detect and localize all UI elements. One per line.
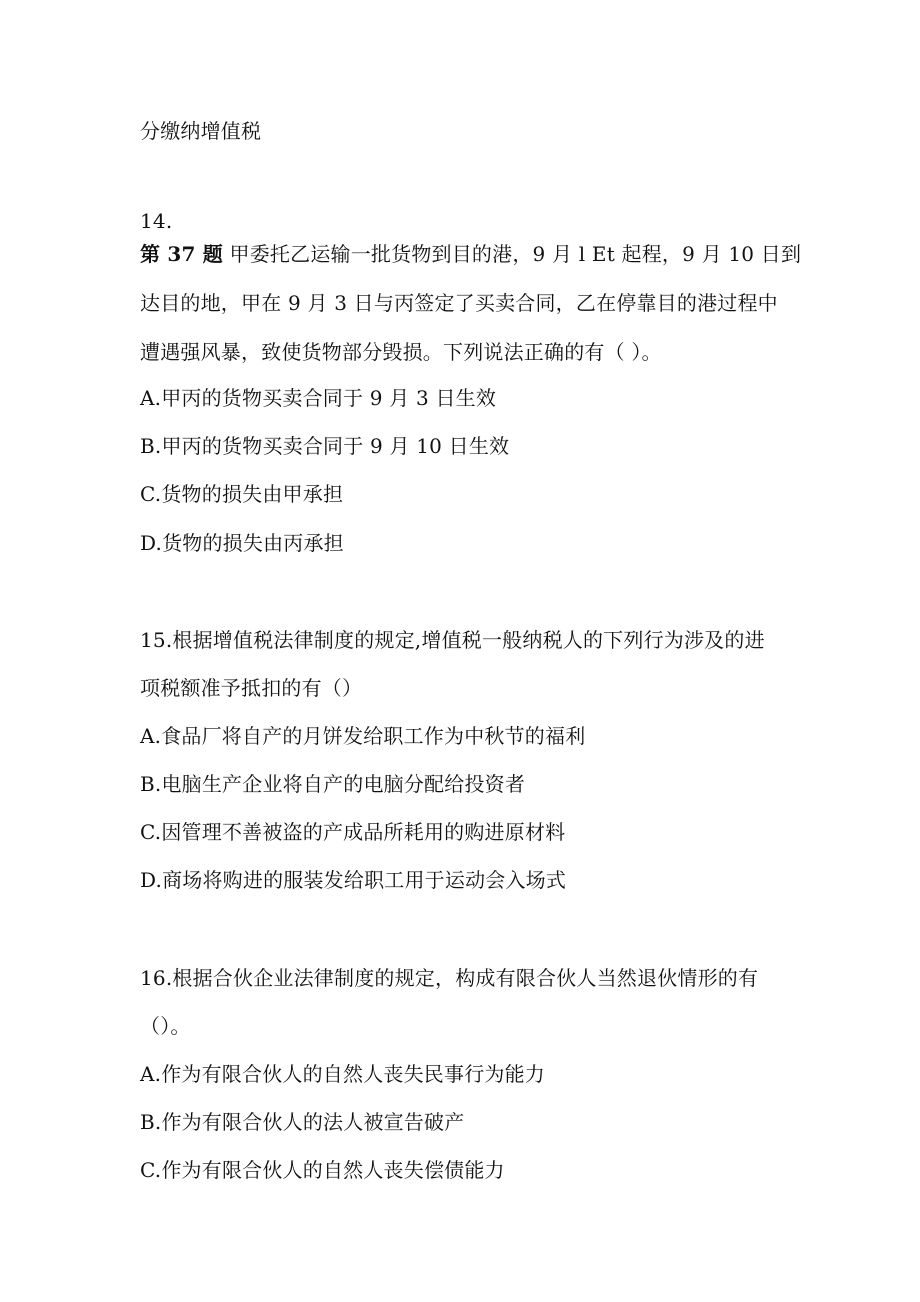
continuation-text: 分缴纳增值税 bbox=[140, 119, 262, 143]
q16-stem-line-2: （）。 bbox=[140, 1014, 191, 1038]
q14-stem-line-3: 遭遇强风暴，致使货物部分毁损。下列说法正确的有（ ）。 bbox=[140, 340, 662, 364]
q14-option-b: B.甲丙的货物买卖合同于 9 月 10 日生效 bbox=[140, 434, 510, 458]
q15-option-d: D.商场将购进的服装发给职工用于运动会入场式 bbox=[140, 868, 567, 892]
q16-option-c: C.作为有限合伙人的自然人丧失偿债能力 bbox=[140, 1158, 505, 1182]
q15-option-a: A.食品厂将自产的月饼发给职工作为中秋节的福利 bbox=[140, 724, 586, 748]
q14-option-a: A.甲丙的货物买卖合同于 9 月 3 日生效 bbox=[140, 386, 497, 410]
q14-option-c: C.货物的损失由甲承担 bbox=[140, 482, 344, 506]
q14-stem-line-1 bbox=[140, 241, 801, 267]
q14-prefix: 第 37 题 bbox=[140, 242, 223, 266]
q15-stem-line-1: 15.根据增值税法律制度的规定,增值税一般纳税人的下列行为涉及的进 bbox=[140, 628, 765, 652]
q16-stem-line-1: 16.根据合伙企业法律制度的规定，构成有限合伙人当然退伙情形的有 bbox=[140, 966, 759, 990]
q14-stem-line-2: 达目的地，甲在 9 月 3 日与丙签定了买卖合同，乙在停靠目的港过程中 bbox=[140, 291, 778, 315]
q14-number: 14. bbox=[140, 209, 173, 233]
q14-option-d: D.货物的损失由丙承担 bbox=[140, 531, 344, 555]
q15-option-b: B.电脑生产企业将自产的电脑分配给投资者 bbox=[140, 772, 526, 796]
q15-option-c: C.因管理不善被盗的产成品所耗用的购进原材料 bbox=[140, 820, 566, 844]
q14-stem-text-1: 甲委托乙运输一批货物到目的港，9 月 l Et 起程，9 月 10 日到 bbox=[222, 242, 802, 266]
q15-stem-line-2: 项税额准予抵扣的有（） bbox=[140, 676, 363, 700]
q16-option-a: A.作为有限合伙人的自然人丧失民事行为能力 bbox=[140, 1062, 546, 1086]
q16-option-b: B.作为有限合伙人的法人被宣告破产 bbox=[140, 1110, 465, 1134]
